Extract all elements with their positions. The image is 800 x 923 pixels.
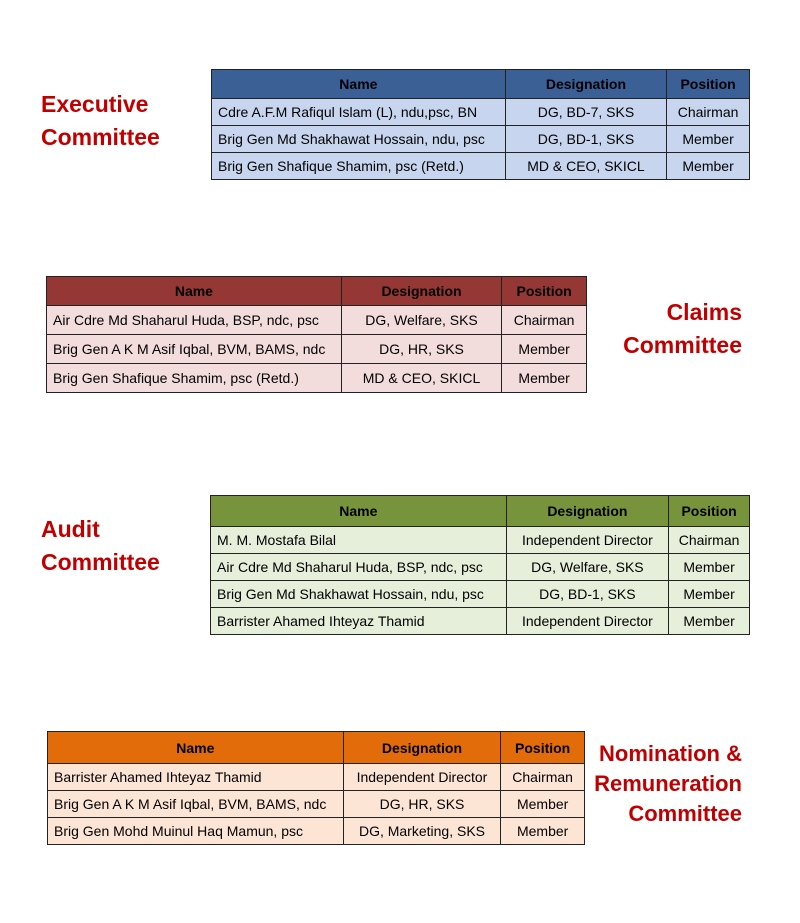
member-name: Brig Gen Shafique Shamim, psc (Retd.) xyxy=(47,364,342,393)
member-name: Barrister Ahamed Ihteyaz Thamid xyxy=(211,608,507,635)
member-position: Member xyxy=(502,335,587,364)
member-designation: Independent Director xyxy=(506,608,669,635)
member-designation: DG, HR, SKS xyxy=(341,335,501,364)
table-row xyxy=(48,791,585,818)
member-designation: DG, Marketing, SKS xyxy=(343,818,501,845)
member-position: Member xyxy=(669,581,750,608)
header-position: Position xyxy=(502,277,587,306)
member-position: Chairman xyxy=(669,527,750,554)
member-name: Barrister Ahamed Ihteyaz Thamid xyxy=(48,764,344,791)
header-position: Position xyxy=(501,732,585,764)
table-row xyxy=(212,153,750,180)
nomination-committee-table xyxy=(47,731,585,845)
member-designation: DG, Welfare, SKS xyxy=(341,306,501,335)
member-position: Member xyxy=(501,791,585,818)
table-row xyxy=(211,608,750,635)
claims-committee-title xyxy=(623,296,742,362)
table-row xyxy=(48,764,585,791)
executive-committee-title xyxy=(41,88,160,154)
table-header-row xyxy=(212,70,750,99)
executive-committee-table xyxy=(211,69,750,180)
member-position: Chairman xyxy=(502,306,587,335)
member-designation: Independent Director xyxy=(506,527,669,554)
table-row xyxy=(211,527,750,554)
member-position: Member xyxy=(667,126,750,153)
audit-committee-title xyxy=(41,513,160,579)
table-row xyxy=(47,335,587,364)
table-row xyxy=(47,306,587,335)
header-designation: Designation xyxy=(506,496,669,527)
header-position: Position xyxy=(669,496,750,527)
executive-title-line-2: Committee xyxy=(41,124,160,150)
member-position: Chairman xyxy=(667,99,750,126)
table-row xyxy=(48,818,585,845)
audit-title-line-1: Audit xyxy=(41,516,100,542)
header-name: Name xyxy=(48,732,344,764)
table-header-row xyxy=(48,732,585,764)
member-designation: DG, Welfare, SKS xyxy=(506,554,669,581)
member-name: Brig Gen A K M Asif Iqbal, BVM, BAMS, ndc xyxy=(47,335,342,364)
table-row xyxy=(212,126,750,153)
header-designation: Designation xyxy=(505,70,666,99)
member-designation: MD & CEO, SKICL xyxy=(341,364,501,393)
member-name: Air Cdre Md Shaharul Huda, BSP, ndc, psc xyxy=(47,306,342,335)
nomination-title-line-2: Remuneration xyxy=(594,771,742,796)
member-name: Cdre A.F.M Rafiqul Islam (L), ndu,psc, BN xyxy=(212,99,506,126)
member-position: Member xyxy=(669,554,750,581)
member-designation: MD & CEO, SKICL xyxy=(505,153,666,180)
member-name: Air Cdre Md Shaharul Huda, BSP, ndc, psc xyxy=(211,554,507,581)
member-name: Brig Gen A K M Asif Iqbal, BVM, BAMS, ndc xyxy=(48,791,344,818)
header-designation: Designation xyxy=(343,732,501,764)
member-designation: DG, BD-7, SKS xyxy=(505,99,666,126)
claims-title-line-1: Claims xyxy=(666,299,742,325)
table-header-row xyxy=(211,496,750,527)
member-name: M. M. Mostafa Bilal xyxy=(211,527,507,554)
member-position: Member xyxy=(669,608,750,635)
nomination-committee-title xyxy=(594,739,742,829)
claims-committee-table xyxy=(46,276,587,393)
member-name: Brig Gen Md Shakhawat Hossain, ndu, psc xyxy=(211,581,507,608)
table-row xyxy=(211,581,750,608)
member-position: Member xyxy=(502,364,587,393)
member-designation: DG, BD-1, SKS xyxy=(505,126,666,153)
header-position: Position xyxy=(667,70,750,99)
member-name: Brig Gen Mohd Muinul Haq Mamun, psc xyxy=(48,818,344,845)
member-designation: Independent Director xyxy=(343,764,501,791)
header-name: Name xyxy=(211,496,507,527)
member-name: Brig Gen Shafique Shamim, psc (Retd.) xyxy=(212,153,506,180)
member-position: Member xyxy=(667,153,750,180)
executive-title-line-1: Executive xyxy=(41,91,149,117)
member-position: Member xyxy=(501,818,585,845)
audit-committee-table xyxy=(210,495,750,635)
header-designation: Designation xyxy=(341,277,501,306)
table-row xyxy=(211,554,750,581)
header-name: Name xyxy=(212,70,506,99)
table-row xyxy=(212,99,750,126)
claims-title-line-2: Committee xyxy=(623,332,742,358)
table-row xyxy=(47,364,587,393)
member-position: Chairman xyxy=(501,764,585,791)
table-header-row xyxy=(47,277,587,306)
member-designation: DG, BD-1, SKS xyxy=(506,581,669,608)
member-designation: DG, HR, SKS xyxy=(343,791,501,818)
audit-title-line-2: Committee xyxy=(41,549,160,575)
member-name: Brig Gen Md Shakhawat Hossain, ndu, psc xyxy=(212,126,506,153)
nomination-title-line-1: Nomination & xyxy=(599,741,742,766)
header-name: Name xyxy=(47,277,342,306)
nomination-title-line-3: Committee xyxy=(628,801,742,826)
